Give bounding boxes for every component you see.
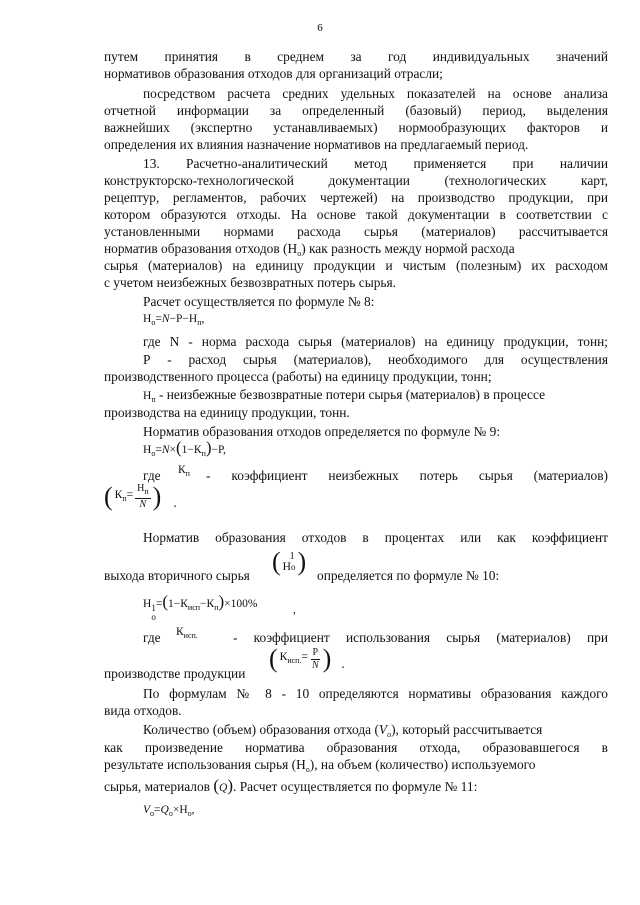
text-line: производственного процесса (работы) на единицу продукции, тонн; <box>104 369 492 384</box>
symbol-kisp: $К_{исп.}$ <box>176 626 198 640</box>
symbol-h1o-paren: ( 1 Но ) <box>272 547 307 576</box>
symbol-hn: $Н_п$ <box>143 390 156 404</box>
text-line: конструкторско-технологической документации (технологических карт, <box>104 173 608 188</box>
formula-kn-definition: ( $К_п=$ $\frac{Н_п}{N}$ ) . <box>104 482 177 511</box>
text-line: где N - норма расхода сырья (материалов) на единицу продукции, тонн; <box>143 334 608 349</box>
text-line: как произведение норматива образования отхода, образовавшегося в <box>104 740 608 755</box>
text-line: результате использования сырья $(Н_о)$, на объем (количество) используемого <box>104 757 536 774</box>
formula-10-comma: , <box>293 604 296 616</box>
formula-9: $Н_о=N\times(1-К_п)-Р$, <box>143 438 226 458</box>
formula-10: Н 1 о $=(1-К_{исп}-К_п)\times 100\%$ <box>143 592 258 622</box>
formula-kisp-definition: ( $К_{исп.}=$ $\frac{Р}{N}$ ) . <box>269 644 345 673</box>
text-line: с учетом неизбежных безвозвратных потерь сырья. <box>104 275 397 290</box>
text-line: Норматив образования отходов в процентах или как коэффициент <box>143 530 608 545</box>
text-line: отчетной информации за определенный (базовый) период, выделения <box>104 103 608 118</box>
text-line: вида отходов. <box>104 703 182 718</box>
text-line: установленными нормами расхода сырья (материалов) рассчитывается <box>104 224 608 239</box>
text-line: важнейших (экспертно устанавливаемых) нормообразующих факторов и <box>104 120 608 135</box>
text-line: По формулам № 8 - 10 определяются нормативы образования каждого <box>143 686 608 701</box>
page-number: 6 <box>317 22 323 34</box>
text-line: производстве продукции <box>104 666 246 681</box>
text-line: 13. Расчетно-аналитический метод применяется при наличии <box>143 156 608 171</box>
text-line: производства на единицу продукции, тонн. <box>104 405 350 420</box>
text-line: сырья, материалов (Q). Расчет осуществляется по формуле № 11: <box>104 776 478 795</box>
text-line: определяется по формуле № 10: <box>317 568 500 583</box>
text-line: рецептур, регламентов, рабочих чертежей) на производство продукции, при <box>104 190 608 205</box>
text-line: сырья (материалов) на единицу продукции и чистым (полезным) их расходом <box>104 258 608 273</box>
symbol-kn: $К_п$ <box>178 464 190 478</box>
text-line: норматив образования отходов $(Н_о)$ как разность между нормой расхода <box>104 241 515 258</box>
formula-11: $V_о=Q_о\times Н_о$, <box>143 804 195 818</box>
text-line: $Н_п$ - неизбежные безвозвратные потери сырья (материалов) в процессе <box>143 387 546 404</box>
formula-8: $Н_о=N-Р-Н_п$, <box>143 313 205 327</box>
text-line: где <box>143 630 161 645</box>
text-line: котором образуются отходы. На основе такой документации в соответствии с <box>104 207 608 222</box>
text-line: нормативов образования отходов для организаций отрасли; <box>104 66 443 81</box>
text-line: Р - расход сырья (материалов), необходимого для осуществления <box>143 352 608 367</box>
text-line: посредством расчета средних удельных показателей на основе анализа <box>143 86 608 101</box>
text-line: - коэффициент неизбежных потерь сырья (материалов) <box>206 468 608 483</box>
text-line: - коэффициент использования сырья (материалов) при <box>233 630 608 645</box>
text-line: Количество (объем) образования отхода $(V_о)$, который рассчитывается <box>143 722 543 739</box>
text-line: где <box>143 468 161 483</box>
text-line: Расчет осуществляется по формуле № 8: <box>143 294 375 309</box>
text-line: Норматив образования отходов определяется по формуле № 9: <box>143 424 501 439</box>
text-line: выхода вторичного сырья <box>104 568 250 583</box>
text-line: путем принятия в среднем за год индивидуальных значений <box>104 49 608 64</box>
text-line: определения их влияния назначение нормативов на предлагаемый период. <box>104 137 529 152</box>
